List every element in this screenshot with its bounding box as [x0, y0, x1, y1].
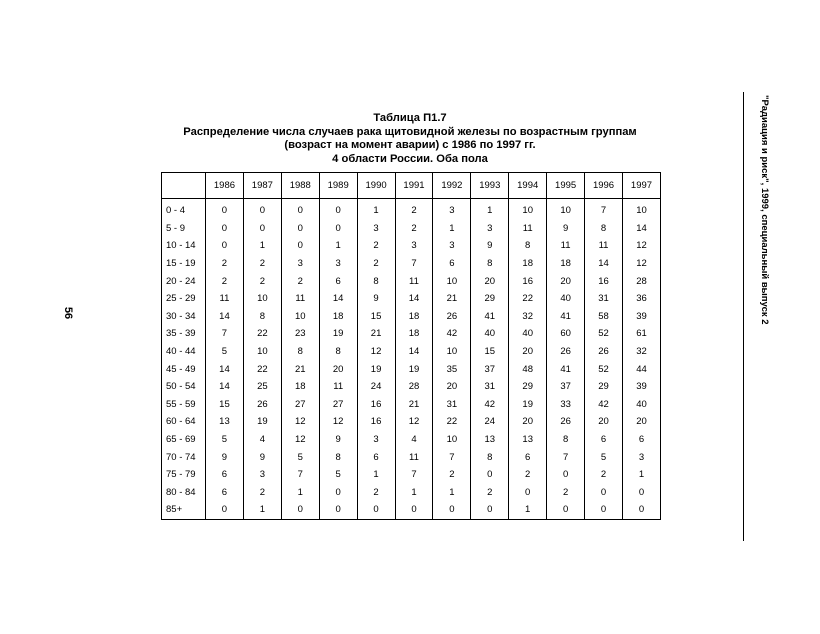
table-cell: 0	[357, 501, 395, 519]
table-cell: 2	[357, 484, 395, 502]
table-cell: 19	[319, 325, 357, 343]
table-cell: 40	[547, 290, 585, 308]
table-cell: 22	[243, 325, 281, 343]
table-cell: 11	[509, 220, 547, 238]
table-cell: 21	[433, 290, 471, 308]
table-cell: 2	[206, 272, 244, 290]
table-row	[162, 343, 661, 361]
table-cell: 10	[433, 343, 471, 361]
age-group-label: 75 - 79	[162, 466, 206, 484]
table-cell: 9	[471, 237, 509, 255]
table-cell: 20	[585, 413, 623, 431]
table-cell: 0	[433, 501, 471, 519]
table-cell: 10	[243, 343, 281, 361]
data-table	[161, 172, 661, 520]
table-cell: 29	[509, 378, 547, 396]
table-cell: 15	[206, 396, 244, 414]
table-cell: 20	[509, 343, 547, 361]
table-cell: 27	[281, 396, 319, 414]
table-cell: 4	[395, 431, 433, 449]
header-row	[162, 173, 661, 199]
table-row	[162, 378, 661, 396]
table-cell: 6	[585, 431, 623, 449]
table-cell: 1	[357, 202, 395, 220]
table-cell: 13	[206, 413, 244, 431]
table-cell: 52	[585, 325, 623, 343]
table-cell: 2	[357, 237, 395, 255]
table-title: Распределение числа случаев рака щитовидной железы по возрастным группам	[183, 125, 637, 138]
table-cell: 3	[433, 237, 471, 255]
table-cell: 7	[433, 448, 471, 466]
table-body	[162, 199, 661, 520]
age-group-label: 65 - 69	[162, 431, 206, 449]
table-cell: 0	[622, 484, 660, 502]
column-header: 1991	[395, 173, 433, 199]
table-cell: 44	[622, 360, 660, 378]
table-cell: 48	[509, 360, 547, 378]
table-cell: 29	[471, 290, 509, 308]
table-cell: 0	[206, 202, 244, 220]
table-cell: 8	[471, 255, 509, 273]
table-title-region: 4 области России. Оба пола	[332, 152, 488, 165]
table-cell: 2	[243, 255, 281, 273]
column-header: 1993	[471, 173, 509, 199]
table-cell: 16	[585, 272, 623, 290]
table-cell: 5	[206, 343, 244, 361]
table-cell: 12	[395, 413, 433, 431]
table-title-period: (возраст на момент аварии) с 1986 по 1997 гг.	[284, 139, 536, 151]
table-row	[162, 466, 661, 484]
running-header	[757, 95, 771, 325]
table-cell: 2	[509, 466, 547, 484]
table-cell: 11	[319, 378, 357, 396]
table-cell: 28	[622, 272, 660, 290]
table-cell: 9	[206, 448, 244, 466]
table-cell: 3	[395, 237, 433, 255]
table-cell: 8	[281, 343, 319, 361]
table-cell: 20	[319, 360, 357, 378]
table-number: Таблица П1.7	[373, 112, 447, 124]
table-cell: 41	[547, 308, 585, 326]
age-group-label: 10 - 14	[162, 237, 206, 255]
table-row	[162, 202, 661, 220]
table-cell: 12	[319, 413, 357, 431]
table-cell: 2	[471, 484, 509, 502]
age-group-label: 60 - 64	[162, 413, 206, 431]
column-header: 1988	[281, 173, 319, 199]
table-cell: 32	[622, 343, 660, 361]
age-group-label: 50 - 54	[162, 378, 206, 396]
age-group-label: 5 - 9	[162, 220, 206, 238]
age-group-label: 15 - 19	[162, 255, 206, 273]
table-cell: 8	[243, 308, 281, 326]
table-cell: 0	[206, 501, 244, 519]
table-cell: 32	[509, 308, 547, 326]
age-group-label: 20 - 24	[162, 272, 206, 290]
table-cell: 0	[281, 237, 319, 255]
table-cell: 39	[622, 378, 660, 396]
table-cell: 23	[281, 325, 319, 343]
table-cell: 31	[471, 378, 509, 396]
table-cell: 27	[319, 396, 357, 414]
table-cell: 0	[319, 484, 357, 502]
table-cell: 14	[585, 255, 623, 273]
table-cell: 14	[395, 290, 433, 308]
table-cell: 10	[547, 202, 585, 220]
table-cell: 14	[206, 308, 244, 326]
table-cell: 19	[243, 413, 281, 431]
table-cell: 39	[622, 308, 660, 326]
table-cell: 35	[433, 360, 471, 378]
table-cell: 0	[547, 466, 585, 484]
table-cell: 11	[395, 448, 433, 466]
table-cell: 16	[357, 396, 395, 414]
table-cell: 52	[585, 360, 623, 378]
table-cell: 14	[206, 378, 244, 396]
table-cell: 10	[243, 290, 281, 308]
table-row	[162, 325, 661, 343]
table-cell: 40	[622, 396, 660, 414]
table-cell: 2	[206, 255, 244, 273]
table-cell: 5	[206, 431, 244, 449]
table-cell: 21	[357, 325, 395, 343]
table-row	[162, 237, 661, 255]
table-row	[162, 220, 661, 238]
table-row	[162, 308, 661, 326]
table-cell: 8	[319, 448, 357, 466]
table-cell: 0	[243, 220, 281, 238]
table-cell: 12	[622, 237, 660, 255]
age-group-label: 45 - 49	[162, 360, 206, 378]
table-cell: 13	[509, 431, 547, 449]
table-cell: 18	[319, 308, 357, 326]
table-cell: 0	[471, 466, 509, 484]
table-cell: 40	[471, 325, 509, 343]
table-cell: 18	[395, 325, 433, 343]
table-cell: 2	[433, 466, 471, 484]
table-cell: 6	[622, 431, 660, 449]
table-cell: 21	[395, 396, 433, 414]
table-row	[162, 431, 661, 449]
table-cell: 20	[471, 272, 509, 290]
table-row	[162, 484, 661, 502]
table-cell: 0	[281, 220, 319, 238]
table-cell: 2	[281, 272, 319, 290]
table-cell: 7	[547, 448, 585, 466]
table-cell: 20	[509, 413, 547, 431]
table-row	[162, 448, 661, 466]
table-cell: 18	[509, 255, 547, 273]
table-cell: 11	[585, 237, 623, 255]
table-cell: 6	[433, 255, 471, 273]
table-cell: 61	[622, 325, 660, 343]
table-cell: 7	[395, 466, 433, 484]
table-cell: 5	[319, 466, 357, 484]
table-cell: 25	[243, 378, 281, 396]
age-group-label: 80 - 84	[162, 484, 206, 502]
table-cell: 20	[622, 413, 660, 431]
table-cell: 10	[622, 202, 660, 220]
table-cell: 8	[319, 343, 357, 361]
table-cell: 4	[243, 431, 281, 449]
table-cell: 7	[395, 255, 433, 273]
table-cell: 7	[585, 202, 623, 220]
table-cell: 20	[547, 272, 585, 290]
age-group-label: 85+	[162, 501, 206, 519]
table-cell: 26	[547, 413, 585, 431]
table-row	[162, 272, 661, 290]
table-row	[162, 396, 661, 414]
age-group-label: 25 - 29	[162, 290, 206, 308]
table-cell: 2	[357, 255, 395, 273]
table-cell: 3	[471, 220, 509, 238]
age-group-label: 55 - 59	[162, 396, 206, 414]
table-cell: 11	[281, 290, 319, 308]
table-cell: 26	[585, 343, 623, 361]
table-cell: 3	[357, 431, 395, 449]
table-cell: 28	[395, 378, 433, 396]
table-cell: 24	[357, 378, 395, 396]
age-group-label: 35 - 39	[162, 325, 206, 343]
header-corner-cell	[162, 173, 206, 199]
table-cell: 6	[319, 272, 357, 290]
column-header: 1997	[622, 173, 660, 199]
table-cell: 10	[281, 308, 319, 326]
table-cell: 3	[281, 255, 319, 273]
table-cell: 19	[395, 360, 433, 378]
table-cell: 22	[433, 413, 471, 431]
table-cell: 0	[243, 202, 281, 220]
table-cell: 1	[622, 466, 660, 484]
table-row	[162, 360, 661, 378]
table-cell: 18	[395, 308, 433, 326]
table-cell: 0	[395, 501, 433, 519]
table-cell: 16	[357, 413, 395, 431]
table-cell: 58	[585, 308, 623, 326]
table-cell: 9	[319, 431, 357, 449]
table-caption	[160, 112, 660, 166]
table-cell: 20	[433, 378, 471, 396]
table-cell: 22	[509, 290, 547, 308]
table-cell: 5	[281, 448, 319, 466]
table-cell: 6	[357, 448, 395, 466]
table-cell: 21	[281, 360, 319, 378]
table-cell: 22	[243, 360, 281, 378]
table-cell: 33	[547, 396, 585, 414]
table-cell: 60	[547, 325, 585, 343]
table-cell: 0	[585, 501, 623, 519]
table-cell: 10	[433, 431, 471, 449]
age-group-label: 0 - 4	[162, 202, 206, 220]
table-cell: 1	[471, 202, 509, 220]
table-cell: 3	[357, 220, 395, 238]
table-cell: 0	[319, 202, 357, 220]
table-cell: 15	[471, 343, 509, 361]
table-cell: 26	[433, 308, 471, 326]
table-cell: 0	[281, 202, 319, 220]
table-cell: 12	[281, 413, 319, 431]
table-cell: 9	[243, 448, 281, 466]
table-cell: 8	[509, 237, 547, 255]
table-cell: 2	[547, 484, 585, 502]
table-cell: 11	[547, 237, 585, 255]
table-cell: 12	[281, 431, 319, 449]
table-cell: 1	[357, 466, 395, 484]
table-cell: 15	[357, 308, 395, 326]
table-cell: 11	[206, 290, 244, 308]
table-cell: 0	[206, 237, 244, 255]
table-cell: 0	[471, 501, 509, 519]
table-cell: 8	[585, 220, 623, 238]
table-cell: 9	[357, 290, 395, 308]
column-header: 1992	[433, 173, 471, 199]
table-cell: 0	[206, 220, 244, 238]
table-row	[162, 413, 661, 431]
table-cell: 3	[243, 466, 281, 484]
age-group-label: 40 - 44	[162, 343, 206, 361]
column-header: 1987	[243, 173, 281, 199]
table-cell: 2	[243, 484, 281, 502]
table-cell: 13	[471, 431, 509, 449]
table-cell: 2	[395, 220, 433, 238]
journal-title: "Радиация и риск", 1999, специальный выпуск 2	[759, 95, 770, 325]
table-cell: 2	[395, 202, 433, 220]
table-cell: 8	[547, 431, 585, 449]
table-cell: 8	[471, 448, 509, 466]
table-cell: 14	[319, 290, 357, 308]
table-cell: 2	[585, 466, 623, 484]
table-cell: 3	[433, 202, 471, 220]
table-cell: 37	[547, 378, 585, 396]
table-cell: 24	[471, 413, 509, 431]
table-cell: 36	[622, 290, 660, 308]
age-group-label: 70 - 74	[162, 448, 206, 466]
table-cell: 7	[281, 466, 319, 484]
table-cell: 37	[471, 360, 509, 378]
table-cell: 0	[509, 484, 547, 502]
table-cell: 0	[281, 501, 319, 519]
table-cell: 16	[509, 272, 547, 290]
table-cell: 12	[357, 343, 395, 361]
table-cell: 1	[395, 484, 433, 502]
table-cell: 12	[622, 255, 660, 273]
table-cell: 40	[509, 325, 547, 343]
table-cell: 1	[319, 237, 357, 255]
column-header: 1986	[206, 173, 244, 199]
column-header: 1994	[509, 173, 547, 199]
table-cell: 19	[357, 360, 395, 378]
table-cell: 5	[585, 448, 623, 466]
table-cell: 14	[206, 360, 244, 378]
table-cell: 31	[585, 290, 623, 308]
table-cell: 41	[547, 360, 585, 378]
table-cell: 10	[433, 272, 471, 290]
table-cell: 3	[622, 448, 660, 466]
table-cell: 0	[319, 501, 357, 519]
column-header: 1990	[357, 173, 395, 199]
table-cell: 41	[471, 308, 509, 326]
table-cell: 10	[509, 202, 547, 220]
table-cell: 14	[395, 343, 433, 361]
table-cell: 11	[395, 272, 433, 290]
table-cell: 0	[622, 501, 660, 519]
table-row	[162, 255, 661, 273]
table-cell: 0	[547, 501, 585, 519]
table-cell: 42	[433, 325, 471, 343]
table-cell: 1	[281, 484, 319, 502]
table-cell: 42	[585, 396, 623, 414]
header-rule	[743, 92, 744, 541]
table-cell: 26	[243, 396, 281, 414]
table-cell: 1	[433, 220, 471, 238]
table-cell: 18	[281, 378, 319, 396]
table-cell: 0	[319, 220, 357, 238]
table-cell: 7	[206, 325, 244, 343]
table-cell: 8	[357, 272, 395, 290]
table-row	[162, 501, 661, 519]
table-cell: 1	[243, 237, 281, 255]
table-cell: 26	[547, 343, 585, 361]
table-cell: 14	[622, 220, 660, 238]
page-number: 56	[62, 306, 74, 320]
table-cell: 6	[206, 484, 244, 502]
table-cell: 19	[509, 396, 547, 414]
table-cell: 0	[585, 484, 623, 502]
table-cell: 1	[243, 501, 281, 519]
column-header: 1996	[585, 173, 623, 199]
table-cell: 42	[471, 396, 509, 414]
table-cell: 1	[433, 484, 471, 502]
column-header: 1995	[547, 173, 585, 199]
table-cell: 3	[319, 255, 357, 273]
table-cell: 9	[547, 220, 585, 238]
table-cell: 18	[547, 255, 585, 273]
table-cell: 6	[509, 448, 547, 466]
table-cell: 31	[433, 396, 471, 414]
table-cell: 1	[509, 501, 547, 519]
table-row	[162, 290, 661, 308]
column-header: 1989	[319, 173, 357, 199]
age-group-label: 30 - 34	[162, 308, 206, 326]
table-cell: 6	[206, 466, 244, 484]
table-cell: 29	[585, 378, 623, 396]
table-cell: 2	[243, 272, 281, 290]
